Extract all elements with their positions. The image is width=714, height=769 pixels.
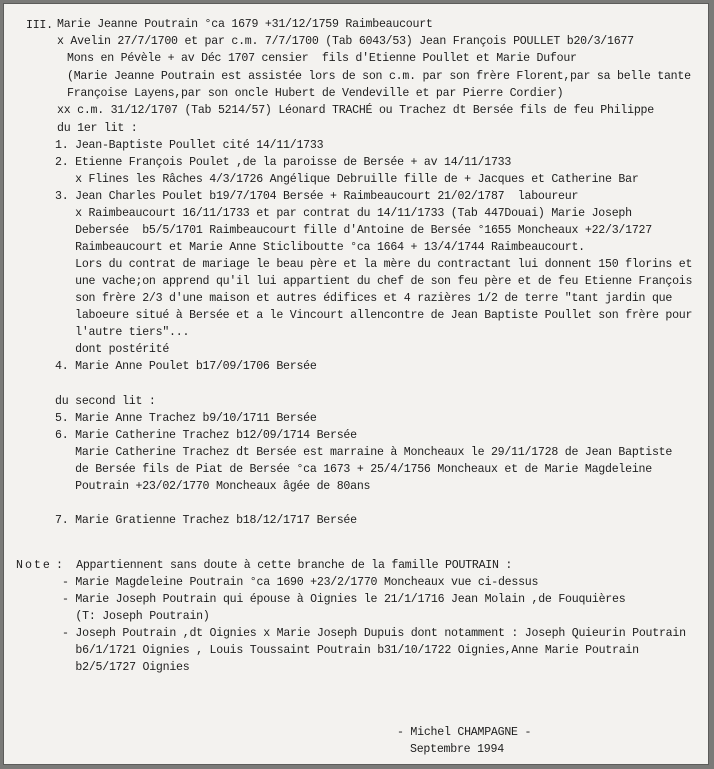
note-line: - Marie Joseph Poutrain qui épouse à Oignies le 21/1/1716 Jean Molain ,de Fouquières: [62, 593, 626, 606]
signature-author: - Michel CHAMPAGNE -: [397, 726, 532, 739]
child-line: laboeure situé à Bersée et a le Vincourt allencontre de Jean Baptiste Poullet son frère pour: [55, 309, 693, 322]
entry-line: x Avelin 27/7/1700 et par c.m. 7/7/1700 (Tab 6043/53) Jean François POULLET b20/3/1677: [57, 35, 634, 48]
child-line: 1. Jean-Baptiste Poullet cité 14/11/1733: [55, 139, 324, 152]
child-line: une vache;on apprend qu'il lui appartient du chef de son feu père et de feu Etienne François: [55, 275, 693, 288]
entry-line: xx c.m. 31/12/1707 (Tab 5214/57) Léonard TRACHÉ ou Trachez dt Bersée fils de feu Philippe: [57, 104, 654, 117]
child-line: 2. Etienne François Poulet ,de la paroisse de Bersée + av 14/11/1733: [55, 156, 512, 169]
child-line: 5. Marie Anne Trachez b9/10/1711 Bersée: [55, 412, 317, 425]
child-line: 6. Marie Catherine Trachez b12/09/1714 Bersée: [55, 429, 357, 442]
note-line: - Joseph Poutrain ,dt Oignies x Marie Joseph Dupuis dont notamment : Joseph Quieurin Poutrain: [62, 627, 686, 640]
entry-line: Mons en Pévèle + av Déc 1707 censier fils d'Etienne Poullet et Marie Dufour: [67, 52, 577, 65]
child-line: 7. Marie Gratienne Trachez b18/12/1717 Bersée: [55, 514, 357, 527]
child-line: Debersée b5/5/1701 Raimbeaucourt fille d'Antoine de Bersée °1655 Moncheaux +22/3/1727: [55, 224, 652, 237]
note-line: (T: Joseph Poutrain): [62, 610, 210, 623]
signature-date: Septembre 1994: [410, 743, 504, 756]
note-line: b2/5/1727 Oignies: [62, 661, 190, 674]
generation-number: III.: [26, 19, 53, 32]
child-line: son frère 2/3 d'une maison et autres édifices et 4 razières 1/2 de terre "tant jardin que: [55, 292, 673, 305]
child-line: 3. Jean Charles Poulet b19/7/1704 Bersée + Raimbeaucourt 21/02/1787 laboureur: [55, 190, 579, 203]
child-line: Poutrain +23/02/1770 Moncheaux âgée de 80ans: [55, 480, 371, 493]
child-line: x Raimbeaucourt 16/11/1733 et par contrat du 14/11/1733 (Tab 447Douai) Marie Joseph: [55, 207, 632, 220]
child-line: Marie Catherine Trachez dt Bersée est marraine à Moncheaux le 29/11/1728 de Jean Baptiste: [55, 446, 673, 459]
note-line: - Marie Magdeleine Poutrain °ca 1690 +23/2/1770 Moncheaux vue ci-dessus: [62, 576, 539, 589]
document-page: [3, 3, 709, 765]
note-label: Note: [16, 559, 52, 572]
child-line: x Flines les Râches 4/3/1726 Angélique Debruille fille de + Jacques et Catherine Bar: [55, 173, 639, 186]
note-line: b6/1/1721 Oignies , Louis Toussaint Poutrain b31/10/1722 Oignies,Anne Marie Poutrain: [62, 644, 639, 657]
entry-line: Marie Jeanne Poutrain °ca 1679 +31/12/1759 Raimbeaucourt: [57, 18, 433, 31]
entry-line: Françoise Layens,par son oncle Hubert de Vendeville et par Pierre Cordier): [67, 87, 564, 100]
child-line: dont postérité: [55, 343, 170, 356]
child-line: Raimbeaucourt et Marie Anne Sticliboutte °ca 1664 + 13/4/1744 Raimbeaucourt.: [55, 241, 585, 254]
child-line: 4. Marie Anne Poulet b17/09/1706 Bersée: [55, 360, 317, 373]
child-line: Lors du contrat de mariage le beau père et la mère du contractant lui donnent 150 florins et: [55, 258, 693, 271]
child-line: de Bersée fils de Piat de Bersée °ca 1673 + 25/4/1756 Moncheaux et de Marie Magdeleine: [55, 463, 652, 476]
section-heading: du 1er lit :: [57, 122, 138, 135]
child-line: l'autre tiers"...: [55, 326, 190, 339]
note-line: : Appartiennent sans doute à cette branche de la famille POUTRAIN :: [56, 559, 513, 572]
section-heading: du second lit :: [55, 395, 156, 408]
entry-line: (Marie Jeanne Poutrain est assistée lors de son c.m. par son frère Florent,par sa belle tante: [67, 70, 691, 83]
